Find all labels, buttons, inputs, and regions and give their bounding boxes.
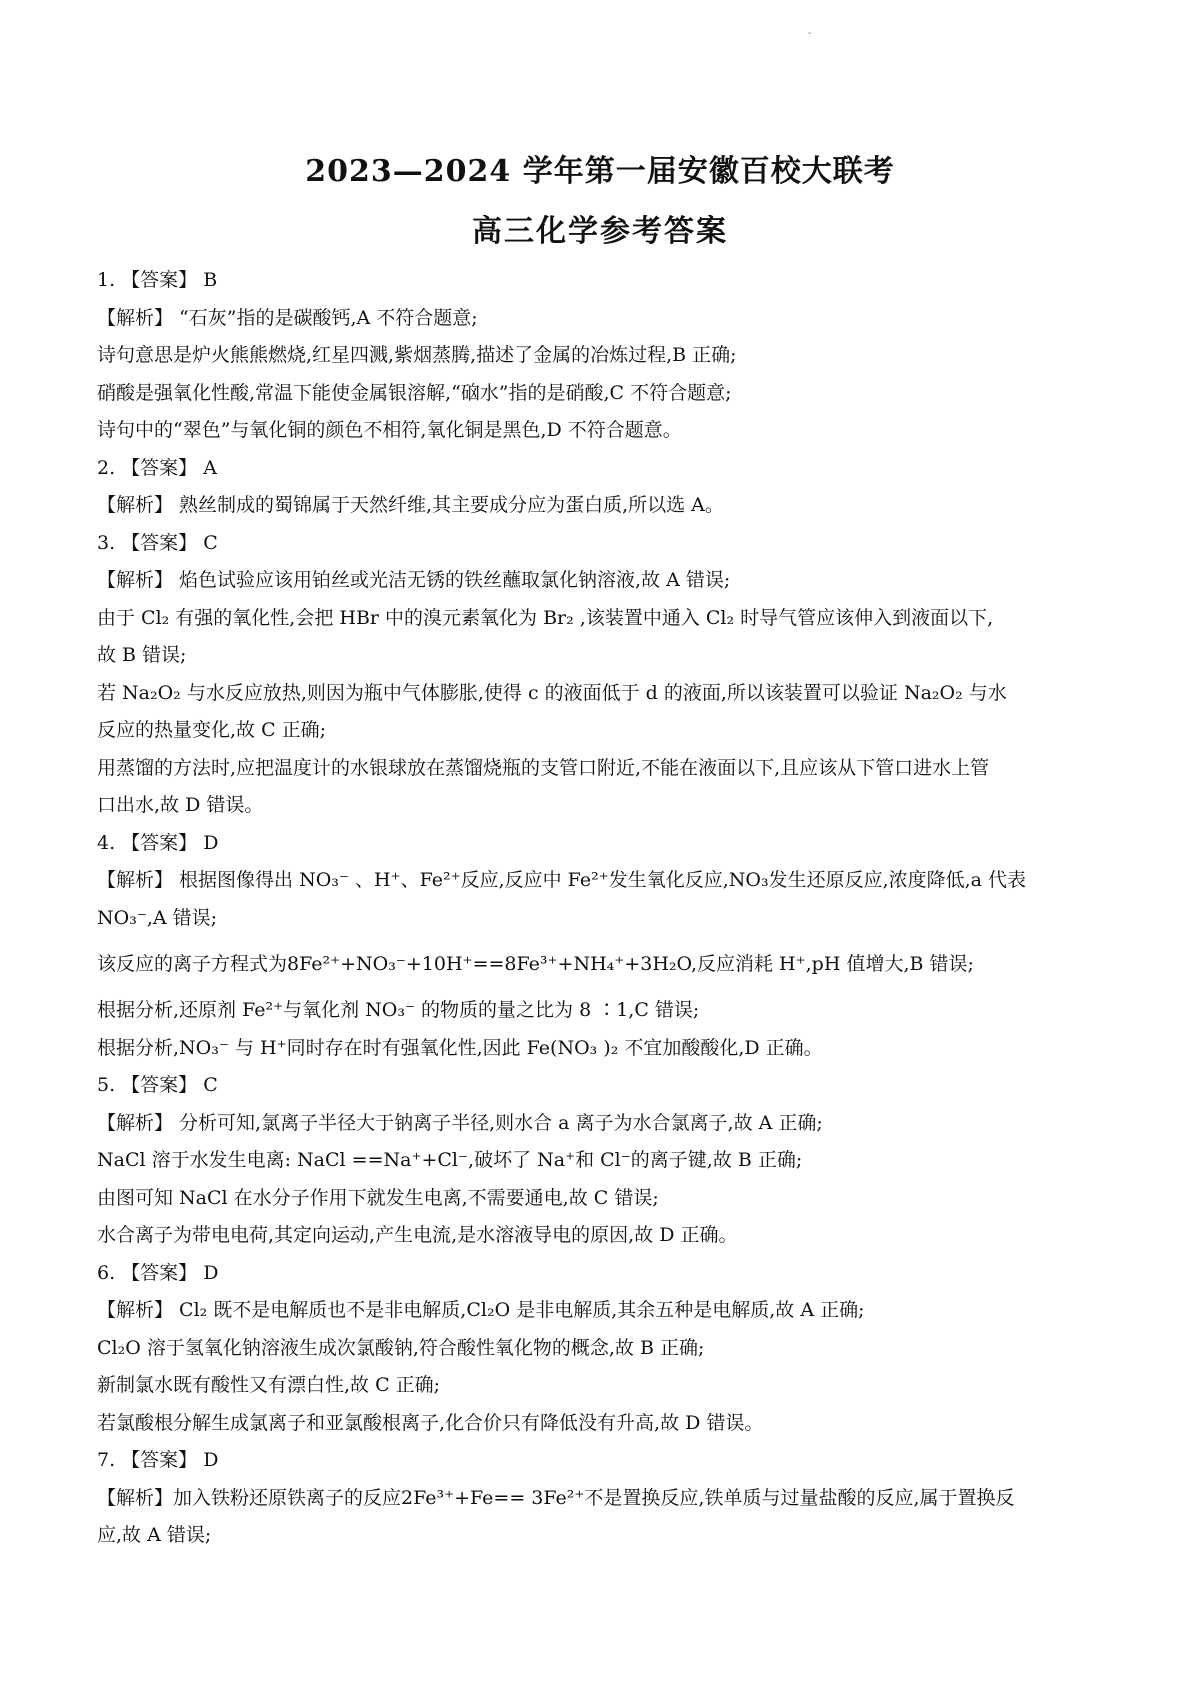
answer-body (97, 262, 1113, 1555)
explanation-line: 用蒸馏的方法时,应把温度计的水银球放在蒸馏烧瓶的支管口附近,不能在液面以下,且应该从下管口进水上管 (97, 756, 990, 779)
explanation-line: NO₃⁻,A 错误; (97, 906, 218, 929)
explanation-line: 硝酸是强氧化性酸,常温下能使金属银溶解,“硇水”指的是硝酸,C 不符合题意; (97, 381, 732, 404)
answer-line: 2. 【答案】 A (97, 456, 217, 479)
explanation-line: 水合离子为带电电荷,其定向运动,产生电流,是水溶液导电的原因,故 D 正确。 (97, 1224, 738, 1246)
explanation-line: 新制氯水既有酸性又有漂白性,故 C 正确; (97, 1374, 441, 1396)
ionic-equation-line: 该反应的离子方程式为8Fe²⁺+NO₃⁻+10H⁺==8Fe³⁺+NH₄⁺+3H₂O,反应消耗 H⁺,pH 值增大,B 错误; (97, 953, 974, 975)
answer-line: 6. 【答案】 D (97, 1261, 219, 1284)
explanation-line: 由图可知 NaCl 在水分子作用下就发生电离,不需要通电,故 C 错误; (97, 1186, 659, 1209)
explanation-line: 【解析】 “石灰”指的是碳酸钙,A 不符合题意; (97, 306, 478, 329)
explanation-line: 【解析】 焰色试验应该用铂丝或光洁无锈的铁丝蘸取氯化钠溶液,故 A 错误; (97, 569, 731, 591)
answer-line: 7. 【答案】 D (97, 1449, 219, 1471)
answer-line: 5. 【答案】 C (97, 1074, 218, 1096)
page-title: 高三化学参考答案 (472, 214, 728, 249)
explanation-line: 诗句中的“翠色”与氧化铜的颜色不相符,氧化铜是黑色,D 不符合题意。 (97, 419, 682, 441)
answer-line: 4. 【答案】 D (97, 831, 219, 854)
explanation-line: 根据分析,NO₃⁻ 与 H⁺同时存在时有强氧化性,因此 Fe(NO₃ )₂ 不宜加酸酸化,D 正确。 (97, 1036, 823, 1059)
answer-line: 3. 【答案】 C (97, 531, 218, 554)
explanation-line: 【解析】 根据图像得出 NO₃⁻ 、H⁺、Fe²⁺反应,反应中 Fe²⁺发生氧化反应,NO₃发生还原反应,浓度降低,a 代表 (97, 869, 1027, 891)
explanation-line: 反应的热量变化,故 C 正确; (97, 719, 327, 741)
answer-line: 1. 【答案】 B (97, 269, 218, 291)
explanation-line: 诗句意思是炉火熊熊燃烧,红星四溅,紫烟蒸腾,描述了金属的冶炼过程,B 正确; (97, 344, 737, 366)
explanation-line: Cl₂O 溶于氢氧化钠溶液生成次氯酸钠,符合酸性氧化物的概念,故 B 正确; (97, 1336, 705, 1359)
explanation-line: 应,故 A 错误; (97, 1524, 212, 1546)
exam-title: 2023—2024 学年第一届安徽百校大联考 (305, 154, 895, 189)
explanation-line: 口出水,故 D 错误。 (97, 794, 264, 816)
explanation-line: 【解析】 Cl₂ 既不是电解质也不是非电解质,Cl₂O 是非电解质,其余五种是电解质,故 A 正确; (97, 1299, 865, 1321)
explanation-line: 由于 Cl₂ 有强的氧化性,会把 HBr 中的溴元素氧化为 Br₂ ,该装置中通入 Cl₂ 时导气管应该伸入到液面以下, (97, 606, 994, 629)
explanation-line: 若 Na₂O₂ 与水反应放热,则因为瓶中气体膨胀,使得 c 的液面低于 d 的液面,所以该装置可以验证 Na₂O₂ 与水 (97, 681, 1007, 704)
explanation-line: 【解析】 分析可知,氯离子半径大于钠离子半径,则水合 a 离子为水合氯离子,故 A 正确; (97, 1111, 823, 1134)
explanation-line: 若氯酸根分解生成氯离子和亚氯酸根离子,化合价只有降低没有升高,故 D 错误。 (97, 1411, 764, 1434)
explanation-line: 【解析】加入铁粉还原铁离子的反应2Fe³⁺+Fe== 3Fe²⁺不是置换反应,铁单质与过量盐酸的反应,属于置换反 (97, 1486, 1015, 1509)
explanation-line: 故 B 错误; (97, 644, 187, 666)
explanation-line: NaCl 溶于水发生电离: NaCl ==Na⁺+Cl⁻,破坏了 Na⁺和 Cl⁻的离子键,故 B 正确; (97, 1149, 803, 1171)
explanation-line: 【解析】 熟丝制成的蜀锦属于天然纤维,其主要成分应为蛋白质,所以选 A。 (97, 494, 724, 516)
page-mark: - (808, 28, 812, 39)
explanation-line: 根据分析,还原剂 Fe²⁺与氧化剂 NO₃⁻ 的物质的量之比为 8 ∶1,C 错误; (97, 999, 700, 1021)
